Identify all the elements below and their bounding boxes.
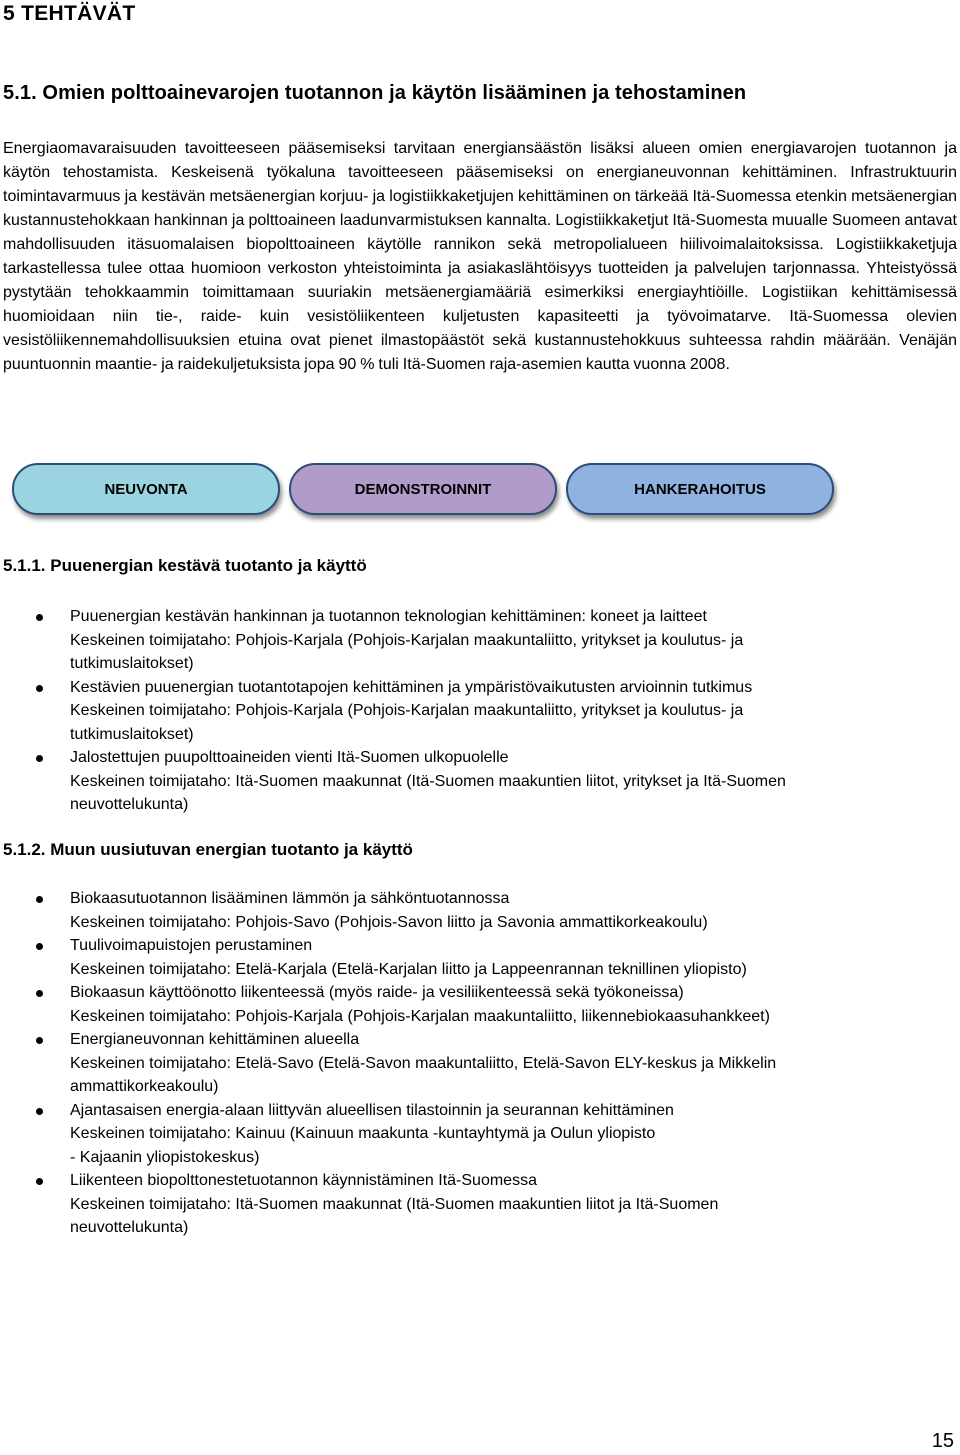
item-text: Puuenergian kestävän hankinnan ja tuotannon teknologian kehittäminen: koneet ja laitteet <box>70 608 707 625</box>
list-item <box>0 605 930 676</box>
list-item <box>0 676 930 747</box>
item-actor: Keskeinen toimijataho: Pohjois-Karjala (Pohjois-Karjalan maakuntaliitto, yritykset ja koulutus- ja <box>70 631 744 649</box>
item-actor: Keskeinen toimijataho: Itä-Suomen maakunnat (Itä-Suomen maakuntien liitot ja Itä-Suomen <box>70 1195 719 1213</box>
list-item <box>0 1169 930 1240</box>
list-item <box>0 746 930 817</box>
item-actor: Keskeinen toimijataho: Itä-Suomen maakunnat (Itä-Suomen maakuntien liitot, yritykset ja Itä-Suomen <box>70 772 786 790</box>
item-text: Liikenteen biopolttonestetuotannon käynnistäminen Itä-Suomessa <box>70 1172 537 1189</box>
subsection-2-title: 5.1.2. Muun uusiutuvan energian tuotanto ja käyttö <box>3 840 413 859</box>
hankerahoitus-button[interactable]: HANKERAHOITUS <box>566 463 834 515</box>
list-item <box>0 934 930 981</box>
section-title: 5.1. Omien polttoainevarojen tuotannon ja käytön lisääminen ja tehostaminen <box>3 82 747 104</box>
subsection-2-list <box>0 887 930 1240</box>
item-actor: Keskeinen toimijataho: Pohjois-Savo (Pohjois-Savon liitto ja Savonia ammattikorkeakoulu) <box>70 913 708 931</box>
demonstroinnit-button[interactable]: DEMONSTROINNIT <box>289 463 557 515</box>
item-actor: Keskeinen toimijataho: Pohjois-Karjala (Pohjois-Karjalan maakuntaliitto, liikennebiokaasuhankkeet) <box>70 1007 770 1025</box>
item-actor-cont: ammattikorkeakoulu) <box>70 1078 219 1095</box>
bullet-icon <box>36 1178 43 1185</box>
bullet-icon <box>36 896 43 903</box>
item-actor-cont: - Kajaanin yliopistokeskus) <box>70 1148 260 1166</box>
bullet-icon <box>36 755 43 762</box>
item-text: Tuulivoimapuistojen perustaminen <box>70 937 313 954</box>
bullet-icon <box>36 943 43 950</box>
item-text: Energianeuvonnan kehittäminen alueella <box>70 1031 360 1048</box>
intro-paragraph: Energiaomavaraisuuden tavoitteeseen pääsemiseksi tarvitaan energiansäästön lisäksi alueen omien energiavarojen tuotannon ja käytön tehostamista. Keskeisenä työkaluna tavoitteeseen pääsemiseksi on energianeuvonnan kehittäminen. Infrastruktuurin toimintavarmuus ja kestävän metsäenergian korjuu- ja logistiikkaketjujen kehittäminen on tärkeää Itä-Suomessa etenkin metsäenergian kustannustehokkaan hankinnan ja polttoaineen laadunvarmistuksen kannalta. Logistiikkaketjut Itä-Suomesta muualle Suomeen antavat mahdollisuuden itäsuomalaisen biopolttoaineen käytölle rannikon sekä metropolialueen hiilivoimalaitoksissa. Logistiikkaketjuja tarkastellessa tulee ottaa huomioon verkoston yhteistoiminta ja asiakaslähtöisyys tuotteiden ja palvelujen tarjonnassa. Yhteistyössä pystytään tehokkaammin toimittamaan suuriakin metsäenergiamääriä esimerkiksi energiayhtiöille. Logistiikan kehittämisessä huomioidaan niin tie-, raide- kuin vesistöliikenteen kuljetusten kapasiteetti ja työvoimatarve. Itä-Suomessa olevien vesistöliikennemahdollisuuksien etuina ovat pienet ilmastopäästöt sekä kustannustehokkuus suhteessa rahdin määrään. Venäjän puuntuonnin maantie- ja raidekuljetuksista jopa 90 % tuli Itä-Suomen raja-asemien kautta vuonna 2008. <box>3 140 957 373</box>
item-actor: Keskeinen toimijataho: Etelä-Karjala (Etelä-Karjalan liitto ja Lappeenrannan teknillinen yliopisto) <box>70 960 747 978</box>
neuvonta-button[interactable]: NEUVONTA <box>12 463 280 515</box>
item-text: Biokaasun käyttöönotto liikenteessä (myös raide- ja vesiliikenteessä sekä työkoneissa) <box>70 984 684 1001</box>
list-item <box>0 981 930 1028</box>
list-item <box>0 1099 930 1170</box>
item-actor-cont: tutkimuslaitokset) <box>70 655 194 672</box>
page-number: 15 <box>931 1430 954 1452</box>
item-actor: Keskeinen toimijataho: Pohjois-Karjala (Pohjois-Karjalan maakuntaliitto, yritykset ja koulutus- ja <box>70 702 744 719</box>
bullet-icon <box>36 990 43 997</box>
item-actor-cont: tutkimuslaitokset) <box>70 725 194 743</box>
item-actor-cont: neuvottelukunta) <box>70 1219 189 1236</box>
item-actor: Keskeinen toimijataho: Kainuu (Kainuun maakunta -kuntayhtymä ja Oulun yliopisto <box>70 1125 656 1142</box>
item-actor: Keskeinen toimijataho: Etelä-Savo (Etelä-Savon maakuntaliitto, Etelä-Savon ELY-keskus ja Mikkelin <box>70 1054 777 1072</box>
item-text: Kestävien puuenergian tuotantotapojen kehittäminen ja ympäristövaikutusten arvioinnin tutkimus <box>70 678 753 696</box>
item-text: Biokaasutuotannon lisääminen lämmön ja sähköntuotannossa <box>70 890 510 907</box>
list-item <box>0 887 930 934</box>
item-text: Jalostettujen puupolttoaineiden vienti Itä-Suomen ulkopuolelle <box>70 749 509 766</box>
chapter-title: 5 TEHTÄVÄT <box>3 2 136 25</box>
bullet-icon <box>36 1108 43 1115</box>
bullet-icon <box>36 685 43 692</box>
item-actor-cont: neuvottelukunta) <box>70 796 189 813</box>
subsection-1-title: 5.1.1. Puuenergian kestävä tuotanto ja käyttö <box>3 556 367 575</box>
subsection-1-list <box>0 605 930 817</box>
list-item <box>0 1028 930 1099</box>
item-text: Ajantasaisen energia-alaan liittyvän alueellisen tilastoinnin ja seurannan kehittäminen <box>70 1101 674 1119</box>
bullet-icon <box>36 614 43 621</box>
bullet-icon <box>36 1037 43 1044</box>
